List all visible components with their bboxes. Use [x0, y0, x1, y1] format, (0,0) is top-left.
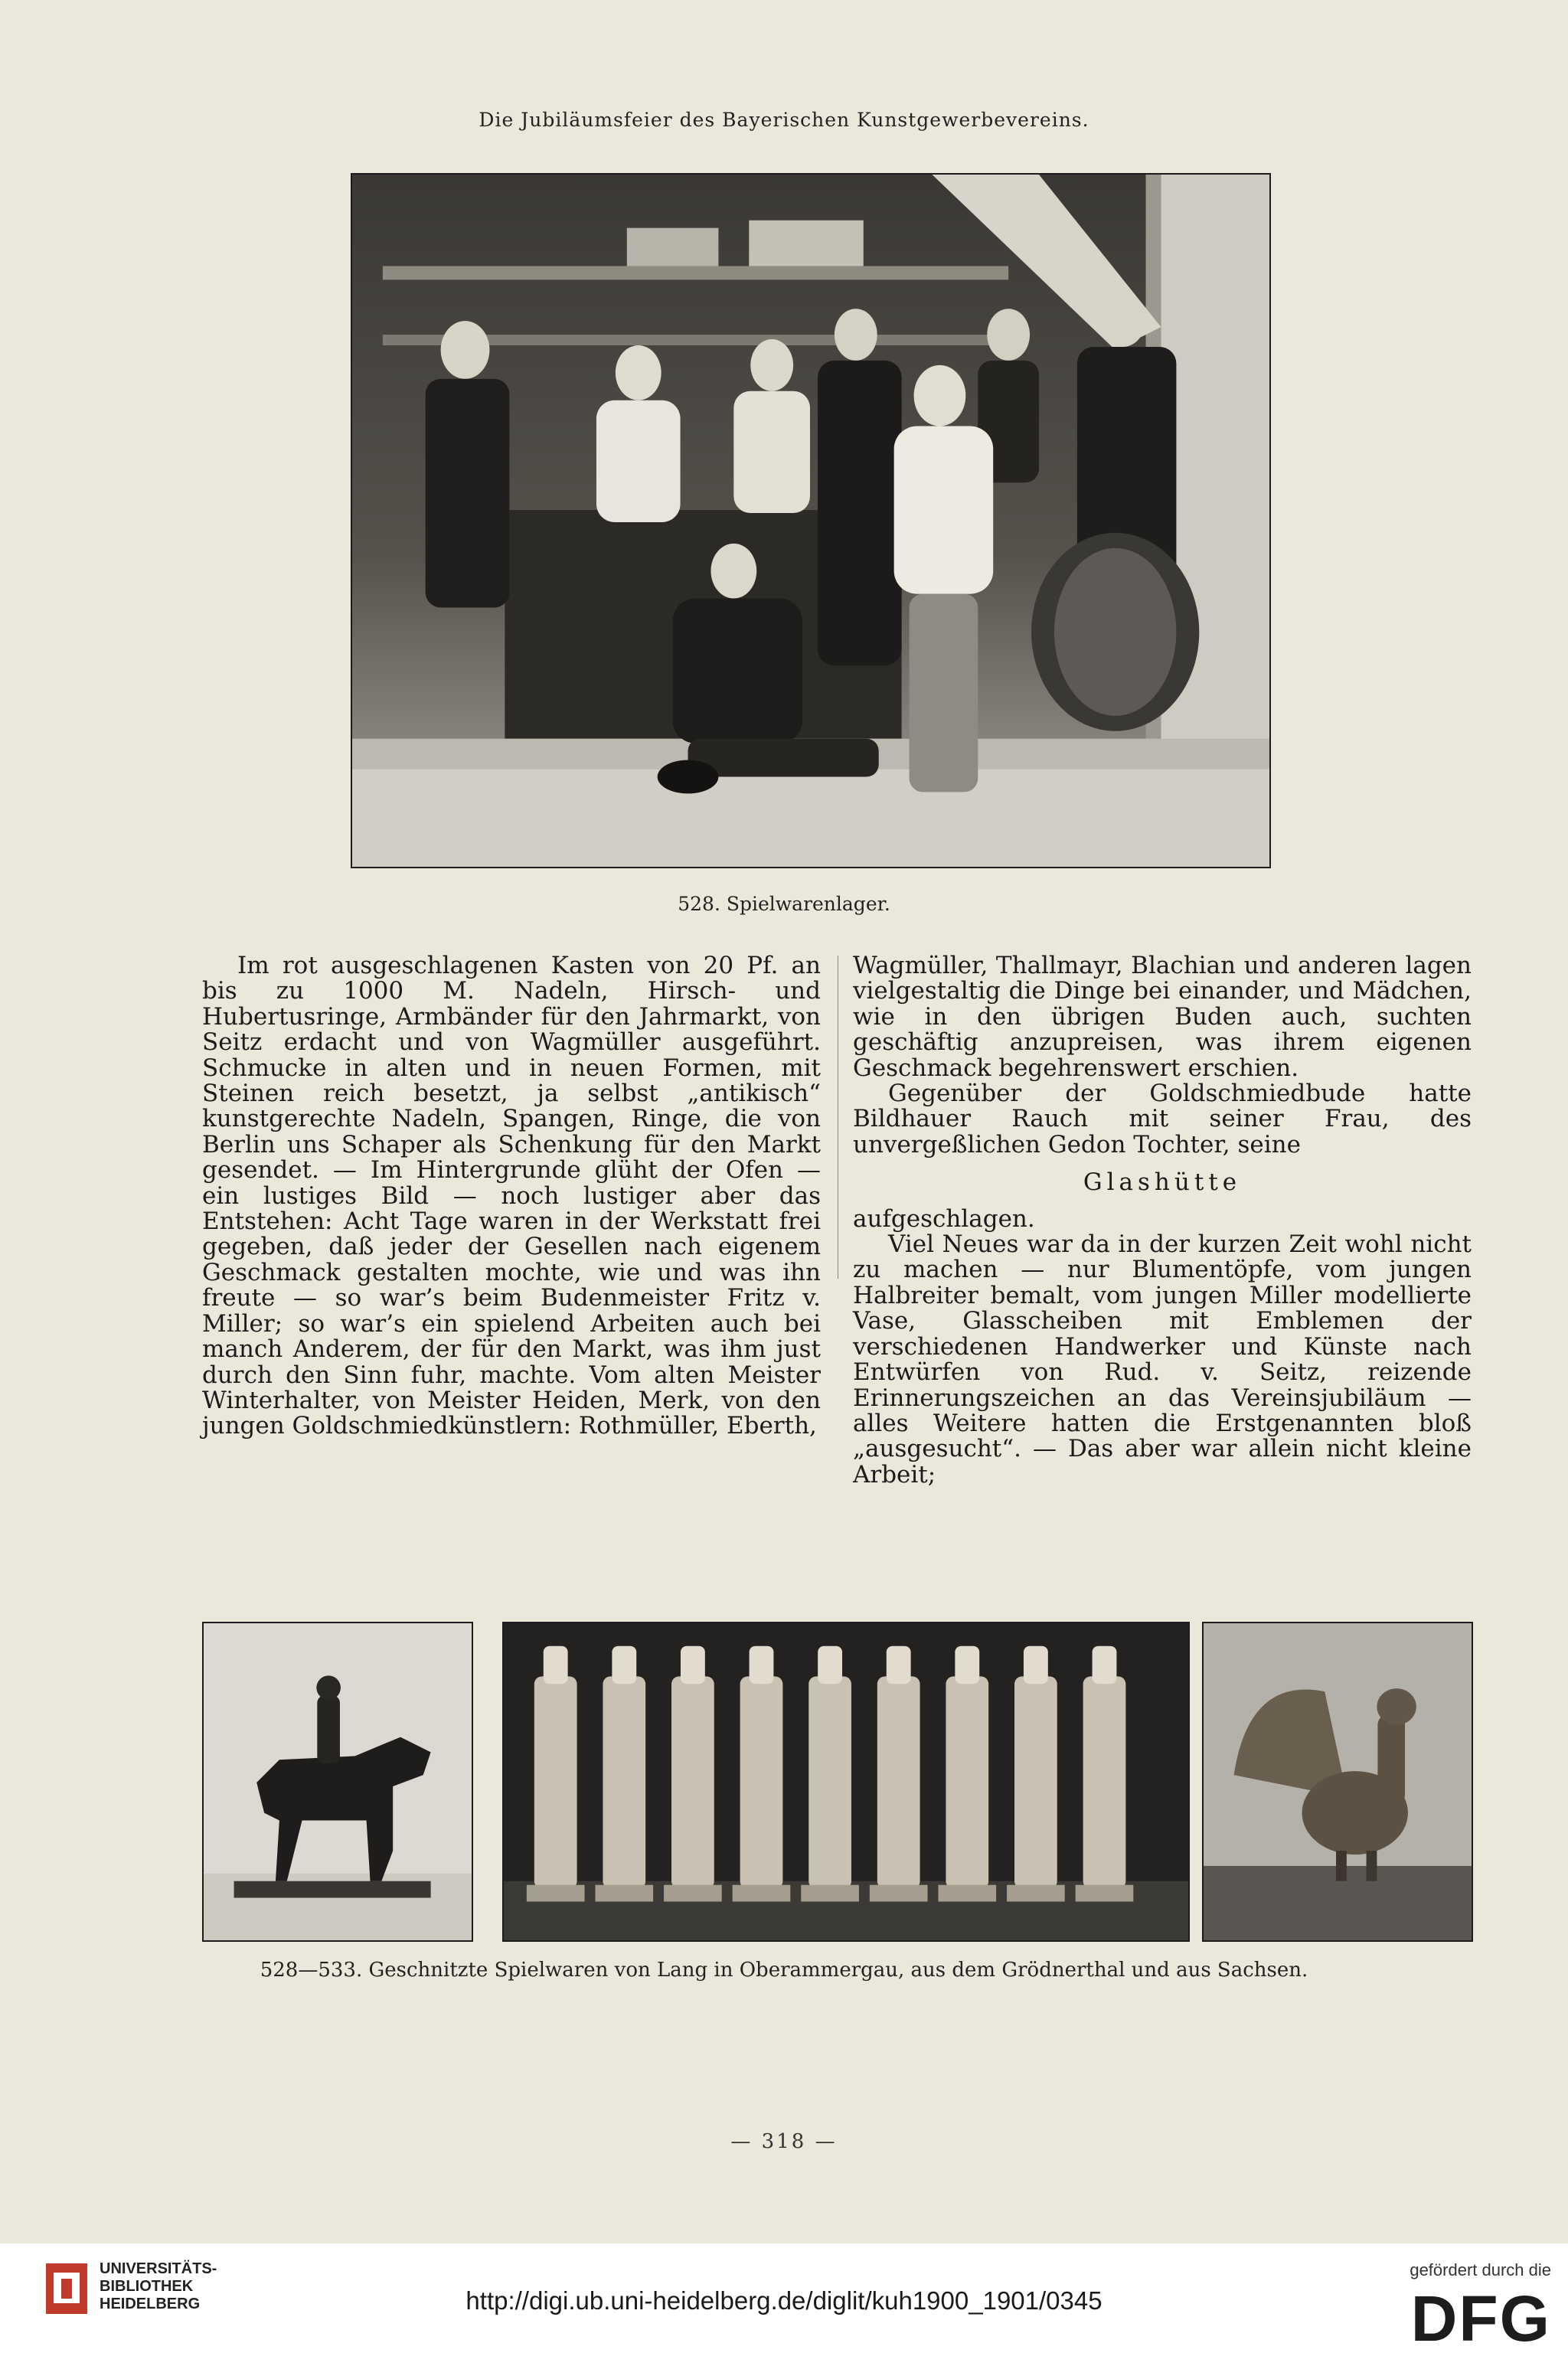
institution-line: HEIDELBERG [100, 2296, 201, 2312]
photo-carved-horse-rider [202, 1622, 473, 1942]
text-column-left [202, 953, 821, 1440]
paragraph: aufgeschlagen. [853, 1204, 1035, 1233]
photo-carved-soldiers [502, 1622, 1190, 1942]
digitization-footer [0, 2243, 1568, 2366]
section-heading: Glashütte [1083, 1168, 1242, 1197]
source-url-link[interactable]: http://digi.ub.uni-heidelberg.de/diglit/kuh1900_1901/0345 [466, 2286, 1102, 2315]
paragraph: Wagmüller, Thallmayr, Blachian und anderen lagen vielgestaltig die Dinge bei einander, und Mädchen, wie in den übrigen Buden auch, suchten geschäftig anzupreisen, was ihrem eigenen Geschmack begehrenswert erschien. [853, 952, 1472, 1082]
caption-main-figure: 528. Spielwarenlager. [678, 893, 890, 915]
paragraph: Viel Neues war da in der kurzen Zeit wohl nicht zu machen — nur Blumentöpfe, vom jungen Halbreiter bemalt, vom jungen Miller modellierte Vase, Glasscheiben mit Emblemen der verschiedenen Handwerker und Künste nach Entwürfen von Rud. v. Seitz, reizende Erinnerungszeichen an das Vereinsjubiläum — alles Weitere hatten die Erstgenannten bloß „ausgesucht“. — Das aber war allein nicht kleine Arbeit; [853, 1230, 1472, 1489]
dfg-logo: DFG [1410, 2283, 1551, 2355]
text-column-right [853, 953, 1472, 1488]
carved-rooster-image [1204, 1623, 1472, 1940]
carved-horse-image [204, 1623, 472, 1940]
sponsor-text: gefördert durch die [1410, 2260, 1551, 2279]
caption-toys-figure: 528—533. Geschnitzte Spielwaren von Lang in Oberammergau, aus dem Grödnerthal und aus Sachsen. [260, 1959, 1308, 1982]
institution-line: BIBLIOTHEK [100, 2278, 194, 2295]
carved-soldiers-image [504, 1623, 1188, 1940]
photo-toy-stall-image [352, 175, 1269, 867]
paragraph: Im rot ausgeschlagenen Kasten von 20 Pf. an bis zu 1000 M. Nadeln, Hirsch- und Hubertusringe, Armbänder für den Jahrmarkt, von Seitz erdacht und von Wagmüller ausgeführt. Schmucke in alten und in neuen Formen, mit Steinen reich besetzt, ja selbst „antikisch“ kunstgerechte Nadeln, Spangen, Ringe, die von Berlin uns Schaper als Schenkung für den Markt gesendet. — Im Hintergrunde glüht der Ofen — ein lustiges Bild — noch lustiger aber das Entstehen: Acht Tage waren in der Werkstatt frei gegeben, daß jeder der Gesellen nach eigenem Geschmack gestalten mochte, wie und was ihn freute — so war’s beim Budenmeister Fritz v. Miller; so war’s ein spielend Arbeiten auch bei manch Anderem, der für den Markt, was ihm just durch den Sinn fuhr, machte. Vom alten Meister Winterhalter, von Meister Heiden, Merk, von den jungen Goldschmiedkünstlern: Rothmüller, Eberth, [202, 952, 821, 1440]
institution-line: UNIVERSITÄTS- [100, 2260, 217, 2277]
paragraph: Gegenüber der Goldschmiedbude hatte Bildhauer Rauch mit seiner Frau, des unvergeßlichen Gedon Tochter, seine [853, 1080, 1472, 1158]
photo-carved-rooster [1202, 1622, 1473, 1942]
running-head: Die Jubiläumsfeier des Bayerischen Kunstgewerbevereins. [479, 109, 1089, 131]
page-number: — 318 — [730, 2130, 838, 2153]
photo-toy-stall [351, 173, 1271, 868]
